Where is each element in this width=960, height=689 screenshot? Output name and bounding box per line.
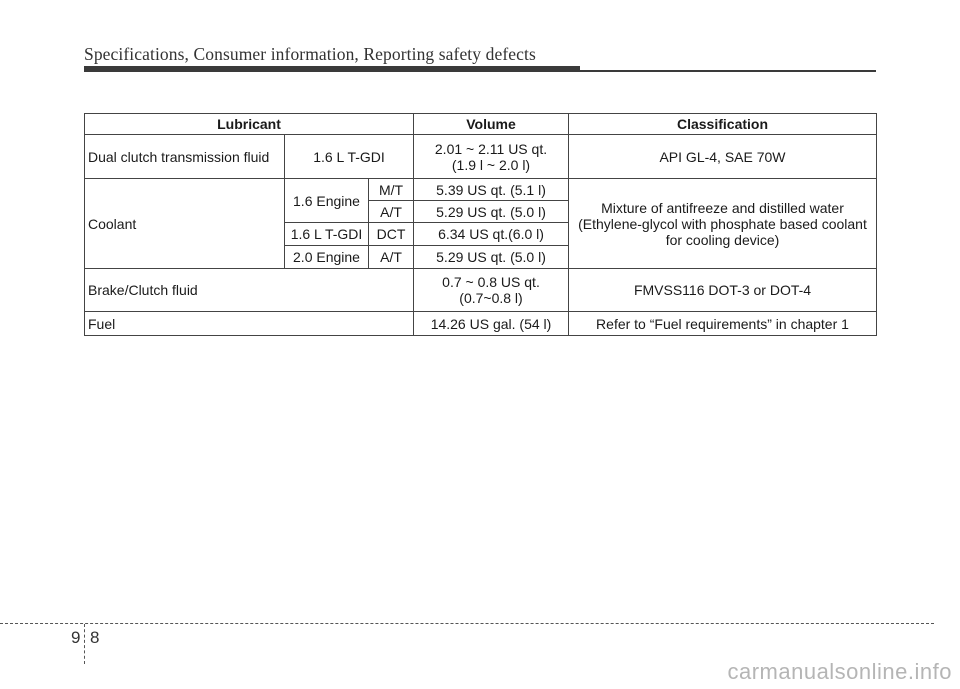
coolant-volume-cell-1: 5.39 US qt. (5.1 l): [414, 179, 569, 201]
table-row-brake-fluid: [85, 269, 877, 312]
dct-lubricant-cell: Dual clutch transmission fluid: [85, 135, 285, 179]
header-lubricant: Lubricant: [85, 114, 414, 135]
dct-volume-line1: 2.01 ~ 2.11 US qt.: [434, 140, 548, 157]
coolant-trans-cell-3: DCT: [369, 223, 414, 246]
dct-engine-cell: 1.6 L T-GDI: [285, 135, 414, 179]
brake-lubricant-cell: Brake/Clutch fluid: [85, 269, 414, 312]
brake-volume-line1: 0.7 ~ 0.8 US qt.: [442, 274, 540, 290]
brake-volume-line2: (0.7~0.8 l): [459, 290, 523, 306]
fuel-volume-cell: 14.26 US gal. (54 l): [414, 312, 569, 336]
coolant-engine-cell-4: 2.0 Engine: [285, 246, 369, 269]
dct-volume-line2: (1.9 l ~ 2.0 l): [451, 156, 531, 173]
coolant-volume-cell-4: 5.29 US qt. (5.0 l): [414, 246, 569, 269]
coolant-classification-cell: Mixture of antifreeze and distilled water (Ethylene-glycol with phosphate based coolant for cooling device): [569, 179, 877, 269]
brake-classification-cell: FMVSS116 DOT-3 or DOT-4: [569, 269, 877, 312]
footer-dashed-divider: [84, 624, 85, 664]
coolant-engine-cell-1: 1.6 Engine: [285, 179, 369, 223]
table-row-fuel: [85, 312, 877, 336]
header-rule-thick: [84, 66, 580, 72]
coolant-volume-cell-2: 5.29 US qt. (5.0 l): [414, 201, 569, 223]
dct-classification-cell: API GL-4, SAE 70W: [569, 135, 877, 179]
coolant-trans-cell-1: M/T: [369, 179, 414, 201]
page-header-title: Specifications, Consumer information, Reporting safety defects: [84, 44, 536, 64]
coolant-trans-cell-4: A/T: [369, 246, 414, 269]
coolant-lubricant-cell: Coolant: [85, 179, 285, 269]
fuel-lubricant-cell: Fuel: [85, 312, 414, 336]
coolant-volume-cell-3: 6.34 US qt.(6.0 l): [414, 223, 569, 246]
coolant-engine-cell-3: 1.6 L T-GDI: [285, 223, 369, 246]
brake-volume-cell: [414, 269, 569, 312]
footer-dashed-rule: [0, 623, 934, 624]
table-header-row: [85, 114, 877, 135]
page-number: 8: [90, 628, 100, 647]
header-volume: Volume: [414, 114, 569, 135]
section-number: 9: [71, 628, 81, 647]
dct-volume-cell: [414, 135, 569, 179]
header-rule-thin: [580, 70, 876, 72]
table-row-coolant-1: [85, 179, 877, 201]
lubricant-spec-table: [84, 113, 877, 336]
watermark-text: carmanualsonline.info: [727, 659, 952, 684]
fuel-classification-cell: Refer to “Fuel requirements” in chapter 1: [569, 312, 877, 336]
header-classification: Classification: [569, 114, 877, 135]
table-row-dct-fluid: [85, 135, 877, 179]
coolant-trans-cell-2: A/T: [369, 201, 414, 223]
